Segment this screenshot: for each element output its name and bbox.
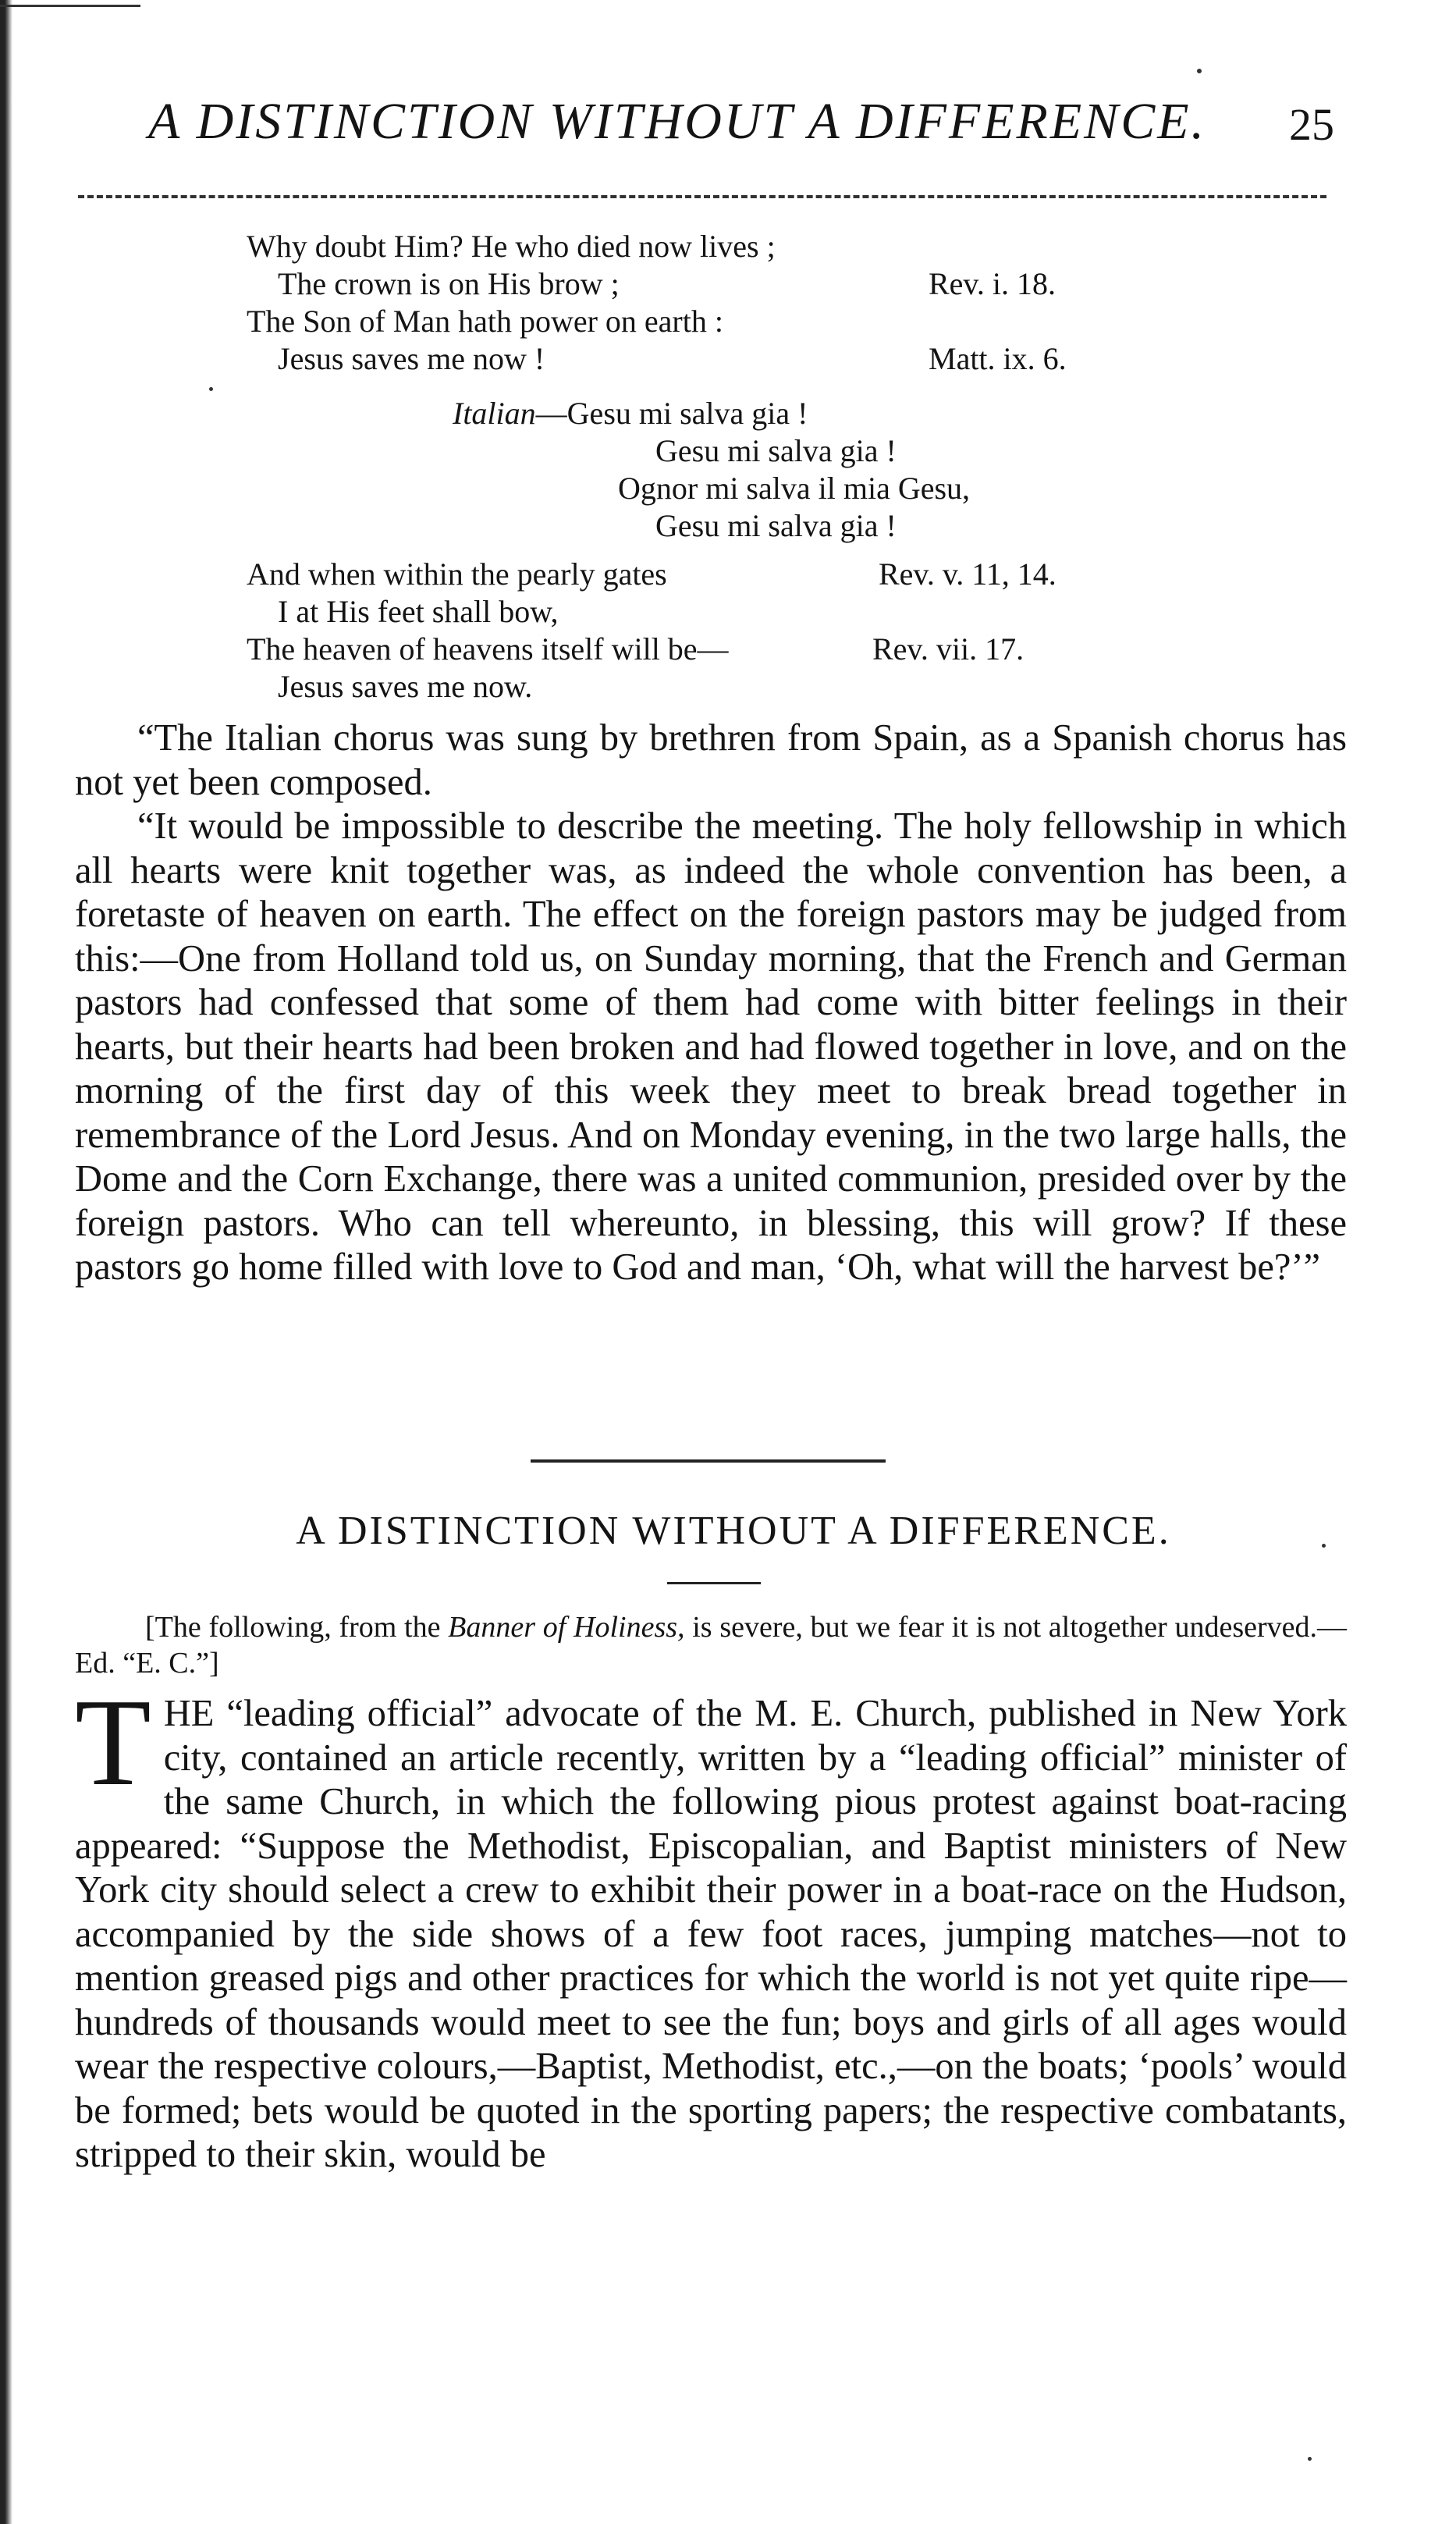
- italian-chorus-line: Gesu mi salva gia !: [655, 433, 897, 468]
- hymn-line: Why doubt Him? He who died now lives ;: [247, 229, 776, 264]
- scripture-reference: Rev. v. 11, 14.: [879, 556, 1056, 592]
- paragraph: “The Italian chorus was sung by brethren from Spain, as a Spanish chorus has not yet been composed.: [75, 717, 1347, 803]
- scripture-reference: Matt. ix. 6.: [929, 341, 1067, 376]
- speck: [209, 387, 213, 391]
- italian-line-text: —Gesu mi salva gia !: [535, 396, 808, 431]
- paragraph: “It would be impossible to describe the meeting. The holy fellowship in which all hearts were knit together was, as indeed the whole convention has been, a foretaste of heaven on earth. The effect on the foreign pastors may be judged from this:—One from Holland told us, on Sunday morning, that the French and German pastors had confessed that some of them had come with bitter feelings in their hearts, but their hearts had been broken and had flowed together in love, and on the morning of the first day of this week they meet to break bread together in remembrance of the Lord Jesus. And on Monday evening, in the two large halls, the Dome and the Corn Exchange, there was a united communion, presided over by the foreign pastors. Who can tell whereunto, in blessing, this will grow? If these pastors go home filled with love to God and man, ‘Oh, what will the harvest be?’”: [75, 805, 1347, 1288]
- editor-note: [75, 1609, 1347, 1681]
- hymn-line: I at His feet shall bow,: [278, 594, 559, 629]
- page-number: 25: [1289, 99, 1334, 150]
- italian-chorus-line: [453, 395, 808, 432]
- speck: [1308, 2457, 1312, 2461]
- scripture-reference: Rev. vii. 17.: [872, 631, 1025, 667]
- scripture-reference: Rev. i. 18.: [929, 266, 1056, 301]
- quoted-report: [75, 716, 1347, 1290]
- italian-chorus-line: Ognor mi salva il mia Gesu,: [618, 471, 971, 506]
- hymn-line: Jesus saves me now.: [278, 669, 533, 704]
- source-title: Banner of Holiness,: [448, 1611, 685, 1644]
- hymn-line: The crown is on His brow ;: [278, 266, 620, 301]
- page-binding-edge: [0, 0, 12, 2524]
- hymn-line: And when within the pearly gates: [247, 556, 667, 592]
- page-header: [148, 92, 1334, 162]
- hymn-line: Jesus saves me now !: [278, 341, 545, 376]
- italian-chorus-line: Gesu mi salva gia !: [655, 508, 897, 543]
- title-rule: [667, 1582, 761, 1584]
- article-text: HE “leading official” advocate of the M. E. Church, published in New York city, contained an article recently, written by a “leading official” minister of the same Church, in which the following pious protest against boat-racing appeared: “Suppose the Methodist, Episcopalian, and Baptist ministers of New York city should select a crew to exhibit their power in a boat-race on the Hudson, accompanied by the side shows of a few foot races, jumping matches—not to mention greased pigs and other practices for which the world is not yet quite ripe—hundreds of thousands would meet to see the fun; boys and girls of all ages would wear the respective colours,—Baptist, Methodist, etc.,—on the boats; ‘pools’ would be formed; bets would be quoted in the sporting papers; the respective combatants, stripped to their skin, would be: [75, 1693, 1347, 2175]
- note-text: is severe, but we fear it is not altogether undeserved.—Ed. “E. C.”]: [75, 1611, 1347, 1680]
- top-edge-line: [0, 5, 140, 7]
- article-body: [75, 1673, 1347, 2177]
- drop-cap: T: [75, 1673, 151, 1811]
- italian-label: Italian: [453, 396, 536, 431]
- article-title: A DISTINCTION WITHOUT A DIFFERENCE.: [296, 1509, 1171, 1553]
- hymn-line: The Son of Man hath power on earth :: [247, 304, 723, 339]
- hymn-line: The heaven of heavens itself will be—: [247, 631, 729, 667]
- note-text: [The following, from the: [145, 1611, 449, 1644]
- speck: [1197, 69, 1202, 73]
- header-rule: [78, 195, 1326, 198]
- section-separator: [531, 1459, 886, 1463]
- running-title: A DISTINCTION WITHOUT A DIFFERENCE.: [148, 93, 1207, 150]
- speck: [1322, 1544, 1326, 1548]
